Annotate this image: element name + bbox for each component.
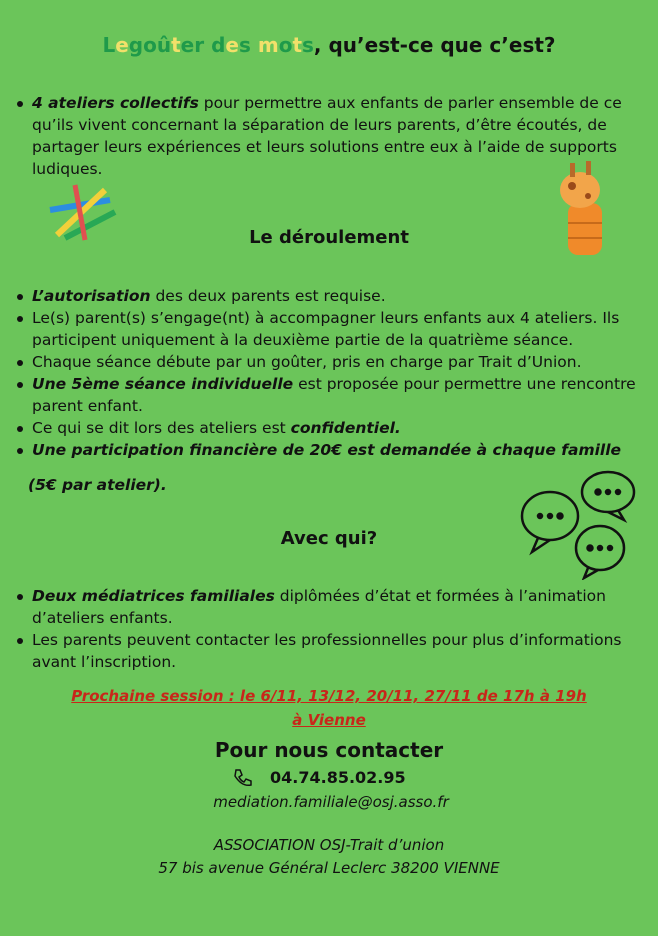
list-item: Les parents peuvent contacter les professionnelles pour plus d’informations avant l’inscription. [32,629,647,673]
list-item: Chaque séance débute par un goûter, pris en charge par Trait d’Union. [32,351,647,373]
title-letter: L [102,33,116,57]
title-letter: e [115,33,129,57]
section-title-avec-qui: Avec qui? [280,528,378,549]
title-letter: d [211,33,226,57]
list-item: Une 5ème séance individuelle est proposée pour permettre une rencontre parent enfant. [32,373,647,417]
phone-icon [232,768,252,788]
list-item: Le(s) parent(s) s’engage(nt) à accompagner leurs enfants aux 4 ateliers. Ils participent uniquement à la deuxième partie de la quatrième séance. [32,307,647,351]
title-letter [251,33,258,57]
deroulement-list [0,285,647,461]
price-note: (5€ par atelier). [28,476,167,494]
title-letter: s [238,33,251,57]
title-letter: e [225,33,239,57]
title-letter: û [156,33,172,57]
title-letter: t [171,33,181,57]
email[interactable]: mediation.familiale@osj.asso.fr [213,793,449,811]
section-title-deroulement: Le déroulement [249,227,409,248]
title-letter: go [128,33,157,57]
list-item: Une participation financière de 20€ est demandée à chaque famille [32,439,647,461]
list-item: Ce qui se dit lors des ateliers est confidentiel. [32,417,647,439]
page-title: Legoûter des mots, qu’est-ce que c’est? [102,33,556,57]
chat-bubbles-icon [518,468,640,580]
title-letter: t [292,33,303,57]
list-item: Deux médiatrices familiales diplômées d’état et formées à l’animation d’ateliers enfants. [32,585,647,629]
intro-list [0,92,642,180]
title-colored [102,33,313,57]
list-item: L’autorisation des deux parents est requise. [32,285,647,307]
list-item: 4 ateliers collectifs pour permettre aux enfants de parler ensemble de ce qu’ils vivent concernant la séparation de leurs parents, d’être écoutés, de partager leurs expériences et leurs solutions entre eux à l’aide de supports ludiques. [32,92,642,180]
avec-list [0,585,647,673]
phone-number[interactable]: 04.74.85.02.95 [270,768,406,787]
contact-title: Pour nous contacter [214,738,444,762]
title-letter: er [180,33,205,57]
title-letter: m [257,33,279,57]
title-letter: s [302,33,314,57]
organization: ASSOCIATION OSJ-Trait d’union [213,836,445,854]
address: 57 bis avenue Général Leclerc 38200 VIENNE [158,859,500,877]
next-session: Prochaine session : le 6/11, 13/12, 20/11, 27/11 de 17h à 19h à Vienne [71,687,587,729]
title-letter: o [278,33,293,57]
